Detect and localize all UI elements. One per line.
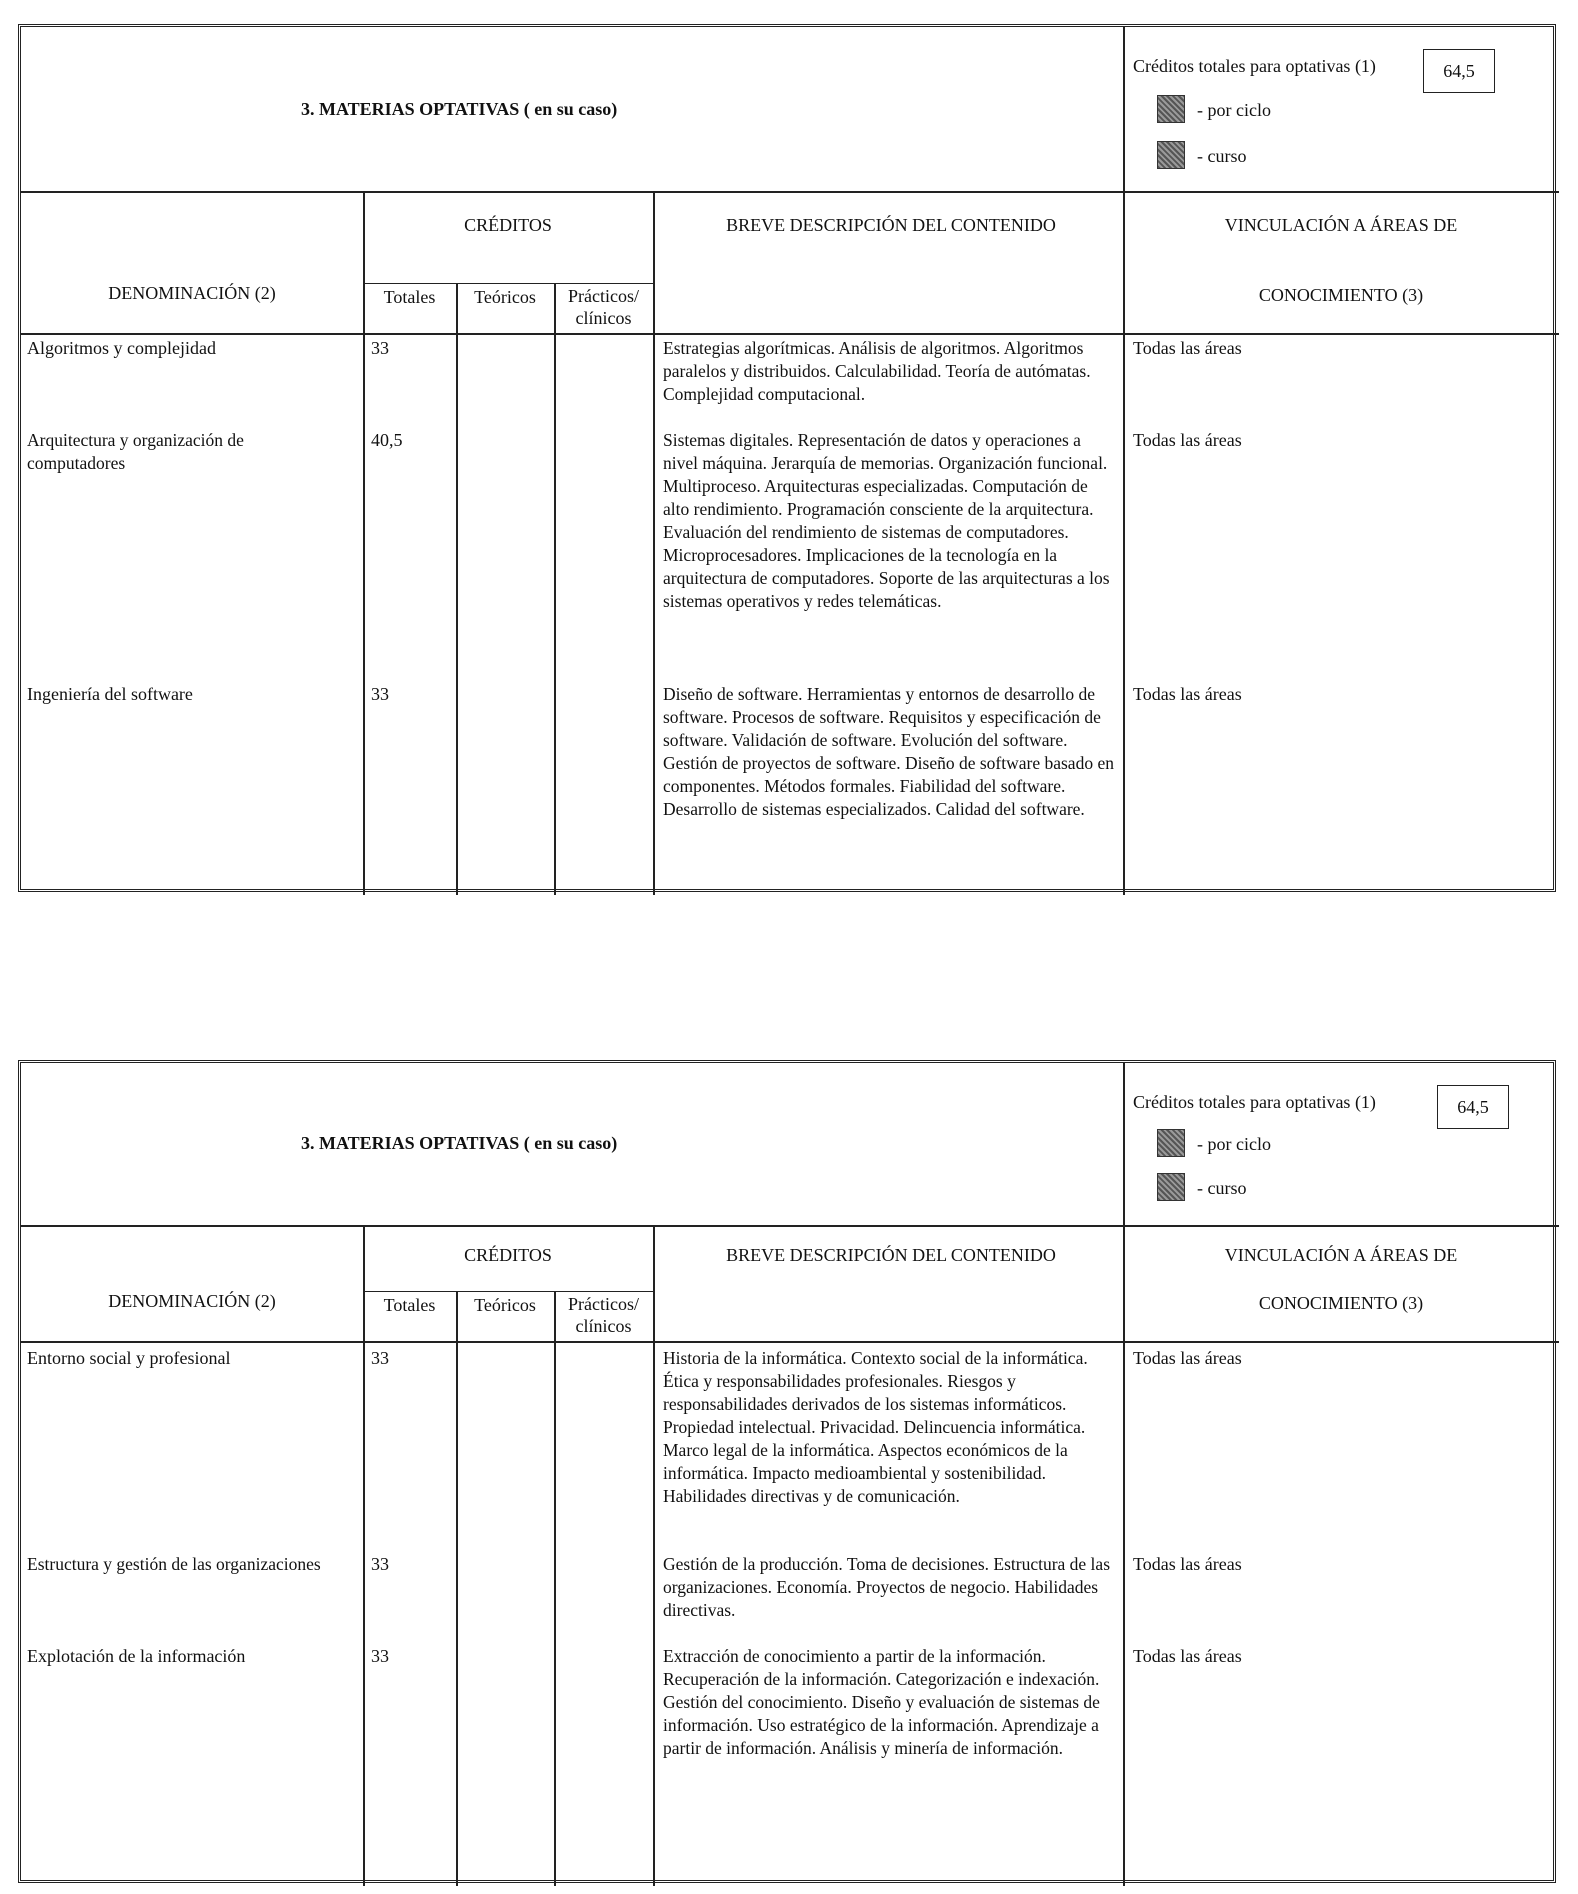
divider bbox=[653, 1225, 655, 1886]
divider bbox=[363, 283, 653, 284]
row-totales: 33 bbox=[371, 1554, 389, 1574]
conocimiento-header: CONOCIMIENTO (3) bbox=[1258, 1293, 1424, 1313]
row-name: Ingeniería del software bbox=[27, 684, 193, 704]
divider bbox=[363, 1225, 365, 1886]
vinculacion-header: VINCULACIÓN A ÁREAS DE bbox=[1224, 215, 1458, 235]
section-title: 3. MATERIAS OPTATIVAS ( en su caso) bbox=[301, 99, 618, 119]
row-area: Todas las áreas bbox=[1133, 430, 1242, 450]
row-description: Sistemas digitales. Representación de datos y operaciones a nivel máquina. Jerarquía de memorias. Organización funcional. Multiproceso. Arquitecturas especializadas. Computación de alto rendimiento. Programación consciente de la arquitectura. Evaluación del rendimiento de sistemas de computadores. Microprocesadores. Implicaciones de la tecnología en la arquitectura de computadores. Soporte de las arquitecturas a los sistemas operativos y redes telemáticas. bbox=[663, 430, 1110, 611]
divider bbox=[21, 1341, 1559, 1343]
row-name: Explotación de la información bbox=[27, 1646, 246, 1666]
row-totales: 40,5 bbox=[371, 430, 403, 450]
row-description: Extracción de conocimiento a partir de la información. Recuperación de la información. Categorización e indexación. Gestión del conocimiento. Diseño y evaluación de sistemas de información. Uso estratégico de la información. Aprendizaje a partir de información. Análisis y minería de información. bbox=[663, 1646, 1100, 1758]
denominacion-header: DENOMINACIÓN (2) bbox=[108, 1291, 276, 1311]
row-totales: 33 bbox=[371, 684, 389, 704]
totales-header: Totales bbox=[383, 1295, 436, 1315]
practicos-header: Prácticos/ clínicos bbox=[568, 286, 639, 328]
ciclo-checkbox[interactable] bbox=[1157, 1129, 1185, 1157]
row-totales: 33 bbox=[371, 1646, 389, 1666]
totales-header: Totales bbox=[383, 287, 436, 307]
descripcion-header: BREVE DESCRIPCIÓN DEL CONTENIDO bbox=[726, 1245, 1056, 1265]
section-title: 3. MATERIAS OPTATIVAS ( en su caso) bbox=[301, 1133, 618, 1153]
ciclo-checkbox[interactable] bbox=[1157, 95, 1185, 123]
row-area: Todas las áreas bbox=[1133, 1348, 1242, 1368]
conocimiento-header: CONOCIMIENTO (3) bbox=[1258, 285, 1424, 305]
divider bbox=[1123, 1063, 1125, 1886]
row-area: Todas las áreas bbox=[1133, 1646, 1242, 1666]
curso-checkbox[interactable] bbox=[1157, 1173, 1185, 1201]
row-area: Todas las áreas bbox=[1133, 1554, 1242, 1574]
vinculacion-header: VINCULACIÓN A ÁREAS DE bbox=[1224, 1245, 1458, 1265]
divider bbox=[21, 333, 1559, 335]
curso-label: - curso bbox=[1197, 146, 1247, 166]
row-area: Todas las áreas bbox=[1133, 338, 1242, 358]
row-name: Algoritmos y complejidad bbox=[27, 338, 216, 358]
descripcion-header: BREVE DESCRIPCIÓN DEL CONTENIDO bbox=[726, 215, 1056, 235]
ciclo-label: - por ciclo bbox=[1197, 1134, 1271, 1154]
row-description: Diseño de software. Herramientas y entornos de desarrollo de software. Procesos de software. Requisitos y especificación de software. Validación de software. Evolución del software. Gestión de proyectos de software. Diseño de software basado en componentes. Métodos formales. Fiabilidad del software. Desarrollo de sistemas especializados. Calidad del software. bbox=[663, 684, 1114, 819]
divider bbox=[456, 1291, 458, 1886]
divider bbox=[21, 1225, 1559, 1227]
credits-total-label: Créditos totales para optativas (1) bbox=[1133, 1092, 1376, 1112]
divider bbox=[456, 283, 458, 895]
teoricos-header: Teóricos bbox=[474, 1295, 536, 1315]
creditos-header: CRÉDITOS bbox=[464, 1245, 552, 1265]
denominacion-header: DENOMINACIÓN (2) bbox=[108, 283, 276, 303]
divider bbox=[653, 191, 655, 895]
teoricos-header: Teóricos bbox=[474, 287, 536, 307]
row-area: Todas las áreas bbox=[1133, 684, 1242, 704]
row-totales: 33 bbox=[371, 1348, 389, 1368]
row-name: Estructura y gestión de las organizaciones bbox=[27, 1554, 321, 1574]
ciclo-label: - por ciclo bbox=[1197, 100, 1271, 120]
divider bbox=[554, 1291, 556, 1886]
row-totales: 33 bbox=[371, 338, 389, 358]
row-name: Arquitectura y organización de computadores bbox=[27, 430, 244, 473]
credits-total-value: 64,5 bbox=[1423, 49, 1495, 93]
row-description: Gestión de la producción. Toma de decisiones. Estructura de las organizaciones. Economía. Proyectos de negocio. Habilidades directivas. bbox=[663, 1554, 1111, 1620]
divider bbox=[21, 191, 1559, 193]
row-description: Historia de la informática. Contexto social de la informática. Ética y responsabilidades profesionales. Riesgos y responsabilidades derivados de los sistemas informáticos. Propiedad intelectual. Privacidad. Delincuencia informática. Marco legal de la informática. Aspectos económicos de la informática. Impacto medioambiental y sostenibilidad. Habilidades directivas y de comunicación. bbox=[663, 1348, 1088, 1506]
practicos-header: Prácticos/ clínicos bbox=[568, 1294, 639, 1336]
credits-total-label: Créditos totales para optativas (1) bbox=[1133, 56, 1376, 76]
row-description: Estrategias algorítmicas. Análisis de algoritmos. Algoritmos paralelos y distribuidos. Calculabilidad. Teoría de autómatas. Complejidad computacional. bbox=[663, 338, 1091, 404]
curso-checkbox[interactable] bbox=[1157, 141, 1185, 169]
creditos-header: CRÉDITOS bbox=[464, 215, 552, 235]
row-name: Entorno social y profesional bbox=[27, 1348, 231, 1368]
optativas-table-1 bbox=[18, 24, 1556, 892]
divider bbox=[363, 1291, 653, 1292]
curso-label: - curso bbox=[1197, 1178, 1247, 1198]
divider bbox=[1123, 27, 1125, 895]
credits-total-value: 64,5 bbox=[1437, 1085, 1509, 1129]
optativas-table-2 bbox=[18, 1060, 1556, 1883]
divider bbox=[554, 283, 556, 895]
